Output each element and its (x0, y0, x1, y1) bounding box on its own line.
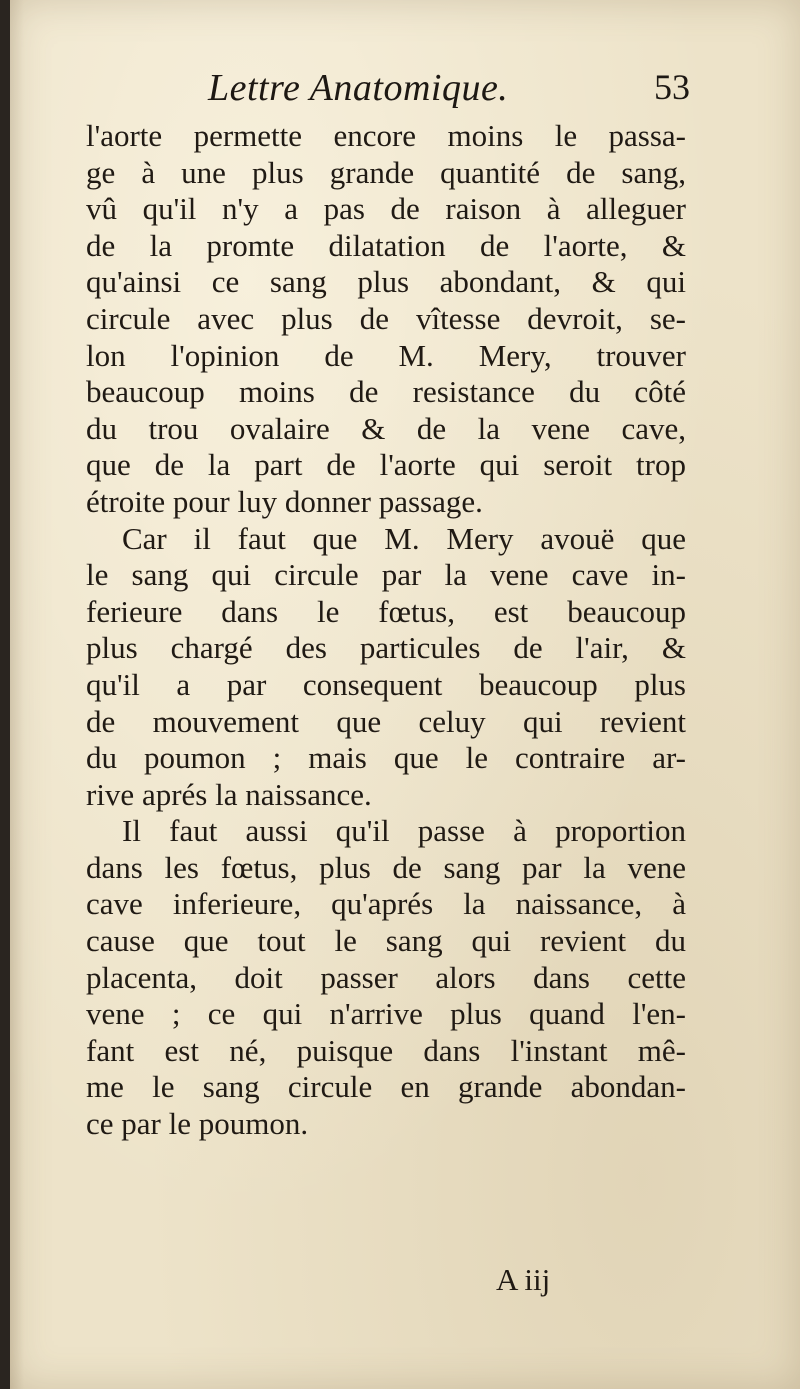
body-text (86, 118, 686, 1143)
text-line: vene ; ce qui n'arrive plus quand l'en- (86, 996, 686, 1032)
text-line: Car il faut que M. Mery avouë que (122, 520, 686, 556)
text-line: placenta, doit passer alors dans cette (86, 959, 686, 995)
text-line: beaucoup moins de resistance du côté (86, 374, 686, 410)
text-line: circule avec plus de vîtesse devroit, se- (86, 300, 686, 336)
text-line: étroite pour luy donner passage. (86, 483, 483, 519)
text-line: le sang qui circule par la vene cave in- (86, 557, 686, 593)
text-line: ce par le poumon. (86, 1106, 309, 1142)
text-line: rive aprés la naissance. (86, 776, 372, 812)
text-line: l'aorte permette encore moins le passa- (86, 118, 686, 153)
text-line: Il faut aussi qu'il passe à proportion (122, 813, 686, 849)
text-line: vû qu'il n'y a pas de raison à alleguer (86, 191, 686, 227)
text-line: cause que tout le sang qui revient du (86, 923, 686, 959)
text-line: me le sang circule en grande abondan- (86, 1069, 686, 1105)
text-line: que de la part de l'aorte qui seroit trop (86, 447, 686, 483)
text-line: lon l'opinion de M. Mery, trouver (86, 337, 686, 373)
text-line: du trou ovalaire & de la vene cave, (86, 410, 686, 446)
text-line: qu'il a par consequent beaucoup plus (86, 666, 686, 702)
running-title: Lettre Anatomique. (208, 67, 509, 109)
text-line: du poumon ; mais que le contraire ar- (86, 740, 686, 776)
text-line: cave inferieure, qu'aprés la naissance, à (86, 886, 686, 922)
text-line: dans les fœtus, plus de sang par la vene (86, 849, 686, 885)
text-line: qu'ainsi ce sang plus abondant, & qui (86, 264, 686, 300)
page-header (76, 62, 696, 122)
text-line: fant est né, puisque dans l'instant mê- (86, 1032, 686, 1068)
text-line: plus chargé des particules de l'air, & (86, 630, 686, 666)
book-page (10, 0, 800, 1389)
text-line: ge à une plus grande quantité de sang, (86, 154, 686, 190)
text-line: de mouvement que celuy qui revient (86, 703, 686, 739)
text-line: ferieure dans le fœtus, est beaucoup (86, 593, 686, 629)
page-number: 53 (654, 67, 690, 107)
text-line: de la promte dilatation de l'aorte, & (86, 227, 686, 263)
signature-mark: A iij (496, 1262, 551, 1297)
